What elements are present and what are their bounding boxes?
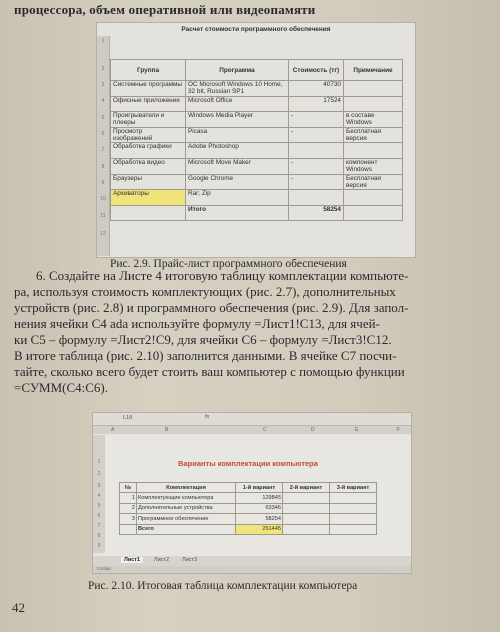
header-number: №	[120, 483, 137, 493]
page-number: 42	[12, 600, 25, 615]
row-number: 3	[97, 483, 101, 489]
table-row	[111, 96, 403, 112]
cell-group: Обработка графики	[111, 143, 186, 159]
cell-program: Microsoft Move Maker	[186, 158, 289, 174]
formula-bar	[93, 413, 411, 426]
cell-variant-3	[330, 514, 377, 524]
table-row	[111, 81, 403, 97]
cell-program: Rar; Zip	[186, 190, 289, 206]
total-label: Всего	[137, 524, 236, 534]
cell-variant-2	[283, 493, 330, 503]
cell-group: Архиваторы	[111, 190, 186, 206]
cell-variant-3	[330, 493, 377, 503]
task-paragraph	[14, 268, 498, 396]
table-row	[111, 127, 403, 143]
header-variant-1: 1-й вариант	[236, 483, 283, 493]
cell-cost: -	[289, 158, 344, 174]
cell-group: Системные программы	[111, 81, 186, 97]
header-config: Комплектация	[137, 483, 236, 493]
header-variant-3: 3-й вариант	[330, 483, 377, 493]
cell-empty	[120, 524, 137, 534]
column-header: F	[397, 427, 401, 433]
cell-program: Microsoft Office	[186, 96, 289, 112]
status-text: Готово	[97, 566, 111, 571]
column-header: B	[165, 427, 169, 433]
cell-variant-1: 58254	[236, 514, 283, 524]
paragraph-line: В итоге таблица (рис. 2.10) заполнится данными. В ячейке С7 посчи-	[14, 348, 397, 363]
row-number-column	[93, 435, 105, 553]
row-number: 3	[101, 82, 105, 88]
header-cost: Стоимость (тг)	[289, 60, 344, 81]
cell-cost: -	[289, 112, 344, 128]
cell-cost: -	[289, 174, 344, 190]
row-number: 12	[100, 231, 106, 237]
cell-group: Проигрыватели и плееры	[111, 112, 186, 128]
cell-number: 3	[120, 514, 137, 524]
paragraph-line: ра, используя стоимость комплектующих (рис. 2.7), дополнительных	[14, 284, 396, 299]
column-header: D	[311, 427, 315, 433]
header-note: Примечание	[344, 60, 403, 81]
total-row	[111, 205, 403, 221]
cell-cost: 40730	[289, 81, 344, 97]
figure-caption-2-10: Рис. 2.10. Итоговая таблица комплектации компьютера	[88, 580, 358, 592]
cell-program: ОС Microsoft Windows 10 Home, 32 bit, Russian SP1	[186, 81, 289, 97]
column-header: A	[111, 427, 115, 433]
cell-note	[344, 190, 403, 206]
status-bar	[93, 566, 411, 573]
cell-variant-3	[330, 524, 377, 534]
cell-variant-3	[330, 503, 377, 513]
cell-cost	[289, 190, 344, 206]
cell-group: Офисные приложения	[111, 96, 186, 112]
cell-program: Picasa	[186, 127, 289, 143]
sheet-title: Варианты комплектации компьютера	[178, 459, 318, 468]
cell-cost	[289, 143, 344, 159]
table-row	[111, 190, 403, 206]
row-number: 7	[101, 147, 105, 153]
table-row	[111, 174, 403, 190]
total-value: 58254	[289, 205, 344, 221]
row-number: 7	[97, 523, 101, 529]
cell-empty	[111, 205, 186, 221]
sheet-title: Расчет стоимости программного обеспечения	[181, 26, 331, 33]
header-row	[120, 483, 377, 493]
row-number: 2	[97, 471, 101, 477]
top-text-line: процессора, объем оперативной или видеопамяти	[14, 2, 316, 17]
row-number: 11	[100, 213, 106, 219]
cell-number: 1	[120, 493, 137, 503]
cell-note	[344, 143, 403, 159]
cell-note	[344, 81, 403, 97]
cell-note: компонент Windows	[344, 158, 403, 174]
row-number: 2	[101, 66, 105, 72]
cell-variant-2	[283, 524, 330, 534]
cell-group: Браузеры	[111, 174, 186, 190]
row-number: 9	[97, 543, 101, 549]
row-number: 8	[97, 533, 101, 539]
table-row	[120, 503, 377, 513]
name-box[interactable]: L18	[123, 415, 133, 421]
cell-program: Windows Media Player	[186, 112, 289, 128]
cell-note: Бесплатная версия	[344, 127, 403, 143]
column-header: E	[355, 427, 359, 433]
paragraph-line: ки С5 – формулу =Лист2!С9, для ячейки С6 – формулу =Лист3!С12.	[14, 332, 392, 347]
tab-sheet-3[interactable]: Лист3	[182, 557, 198, 563]
cell-empty	[344, 205, 403, 221]
row-number: 4	[101, 98, 105, 104]
cell-program: Google Chrome	[186, 174, 289, 190]
row-number: 1	[97, 459, 101, 465]
tab-sheet-2[interactable]: Лист2	[154, 557, 170, 563]
configuration-table	[119, 482, 377, 535]
software-price-table	[110, 59, 403, 221]
paragraph-line: 6. Создайте на Листе 4 итоговую таблицу комплектации компьюте-	[36, 268, 409, 283]
row-number: 5	[97, 503, 101, 509]
total-label: Итого	[186, 205, 289, 221]
row-number: 6	[97, 513, 101, 519]
figure-caption-2-9: Рис. 2.9. Прайс-лист программного обеспечения	[110, 258, 347, 270]
cell-program: Adobe Photoshop	[186, 143, 289, 159]
column-headers	[93, 426, 411, 434]
header-group: Группа	[111, 60, 186, 81]
total-row	[120, 524, 377, 534]
cell-note: в составе Windows	[344, 112, 403, 128]
row-number: 5	[101, 115, 105, 121]
fx-icon: fx	[205, 414, 210, 420]
table-row	[111, 158, 403, 174]
table-row	[111, 143, 403, 159]
cell-number: 2	[120, 503, 137, 513]
software-price-sheet	[96, 22, 416, 258]
total-value: 251445	[236, 524, 283, 534]
cell-variant-2	[283, 503, 330, 513]
cell-cost: -	[289, 127, 344, 143]
table-row	[111, 112, 403, 128]
row-number: 1	[101, 38, 105, 44]
paragraph-line: нения ячейки С4 ada используйте формулу =Лист1!С13, для ячей-	[14, 316, 380, 331]
cell-group: Обработка видео	[111, 158, 186, 174]
cell-config: Дополнительные устройства	[137, 503, 236, 513]
cell-config: Комплектующие компьютера	[137, 493, 236, 503]
row-number: 8	[101, 164, 105, 170]
header-variant-2: 2-й вариант	[283, 483, 330, 493]
cell-variant-1: 129845	[236, 493, 283, 503]
cell-note	[344, 96, 403, 112]
paragraph-line: устройств (рис. 2.8) и программного обеспечения (рис. 2.9). Для запол-	[14, 300, 409, 315]
row-number: 4	[97, 493, 101, 499]
configuration-sheet	[92, 412, 412, 574]
cell-note: Бесплатная версия	[344, 174, 403, 190]
cell-group: Просмотр изображений	[111, 127, 186, 143]
table-row	[120, 514, 377, 524]
cell-cost: 17524	[289, 96, 344, 112]
header-program: Программа	[186, 60, 289, 81]
paragraph-line: тайте, сколько всего будет стоить ваш компьютер с помощью функции	[14, 364, 405, 379]
tab-sheet-1[interactable]: Лист1	[121, 557, 143, 563]
row-number: 9	[101, 180, 105, 186]
sheet-tabs	[93, 556, 411, 566]
cell-variant-2	[283, 514, 330, 524]
row-number-column	[97, 36, 110, 256]
paragraph-line: =СУММ(С4:С6).	[14, 380, 109, 395]
header-row	[111, 60, 403, 81]
row-number: 6	[101, 131, 105, 137]
row-number: 10	[100, 196, 106, 202]
cell-variant-1: 63346	[236, 503, 283, 513]
column-header: C	[263, 427, 267, 433]
cell-config: Программное обеспечение	[137, 514, 236, 524]
table-row	[120, 493, 377, 503]
